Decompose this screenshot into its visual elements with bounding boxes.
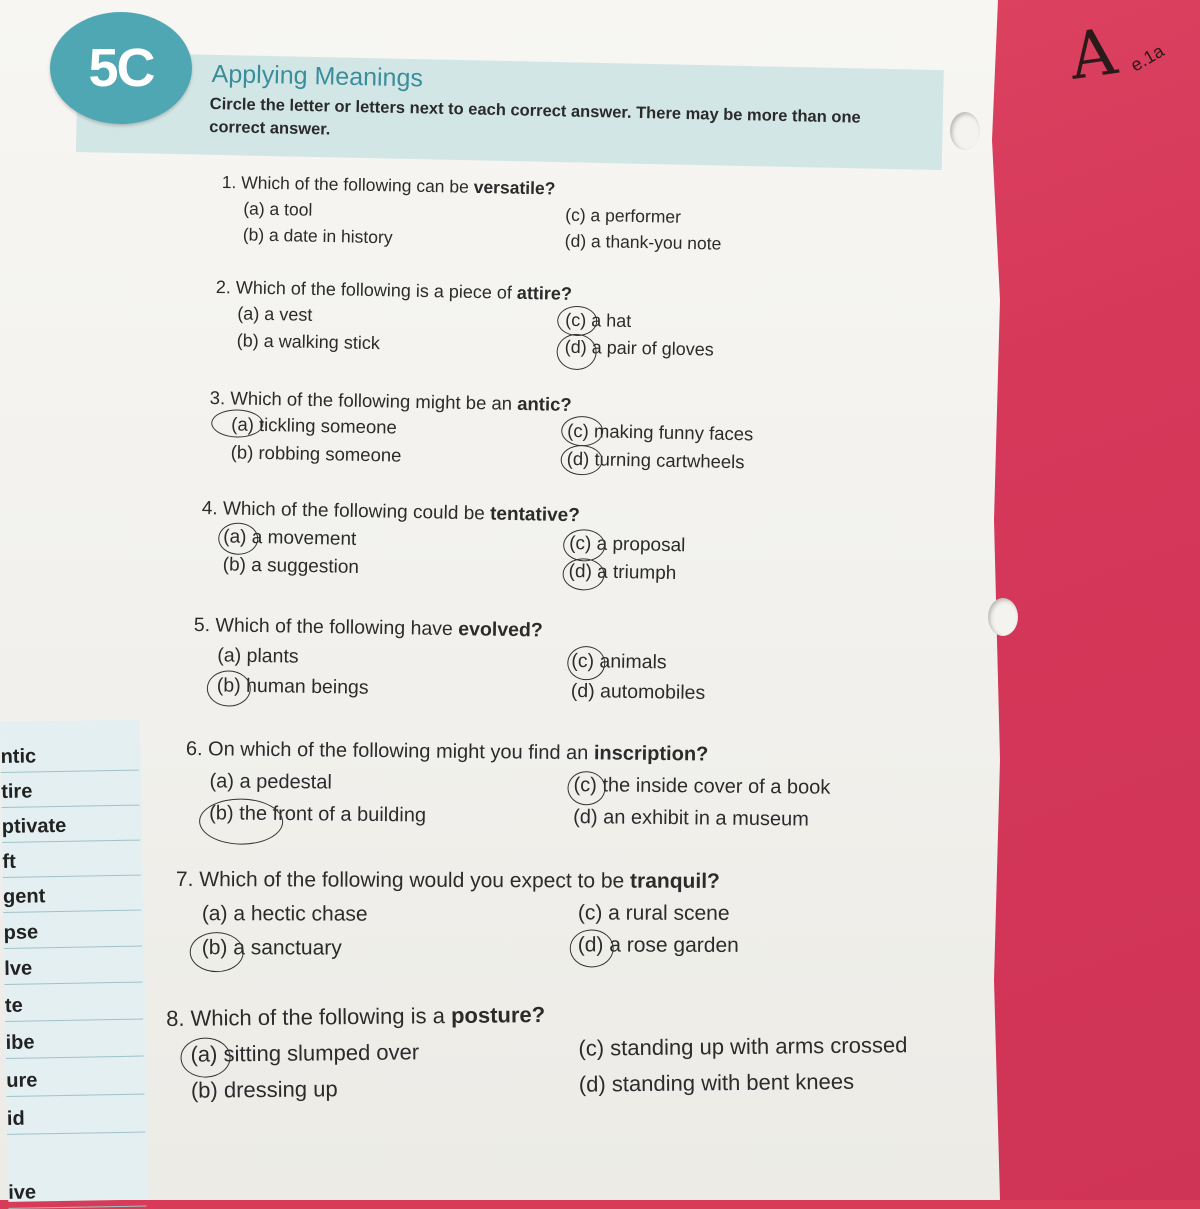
word-list-item: ibe	[5, 1026, 144, 1059]
question-keyword: antic?	[517, 392, 572, 415]
word-list-item: ft	[2, 845, 141, 878]
word-list-item: te	[5, 989, 144, 1022]
question-keyword: attire?	[516, 282, 573, 304]
word-list-item: ptivate	[2, 810, 141, 843]
option-d[interactable]: (d) a rose garden	[577, 933, 739, 957]
handwritten-note: e.1a	[1127, 40, 1168, 76]
instructions: Circle the letter or letters next to each correct answer. There may be more than one correct answer.	[209, 94, 861, 139]
option-c[interactable]: (c) a performer	[565, 204, 682, 227]
option-b[interactable]: (b) dressing up	[190, 1076, 338, 1103]
option-b[interactable]: (b) a sanctuary	[201, 936, 342, 960]
question-keyword: versatile?	[473, 176, 556, 199]
word-list-item: id	[7, 1102, 146, 1135]
option-d[interactable]: (d) a pair of gloves	[564, 336, 714, 360]
option-d[interactable]: (d) a thank-you note	[564, 230, 722, 254]
question-stem: 7. Which of the following would you expect to be tranquil?	[175, 868, 720, 893]
word-list-sidebar	[0, 720, 148, 1202]
question-stem: 1. Which of the following can be versatile?	[221, 172, 556, 199]
question-keyword: evolved?	[458, 618, 543, 642]
option-c[interactable]: (c) animals	[571, 649, 667, 674]
option-a[interactable]: (a) plants	[217, 644, 299, 668]
question-keyword: inscription?	[593, 742, 709, 766]
question-7	[175, 868, 739, 960]
word-list-item: lve	[4, 952, 143, 985]
option-a[interactable]: (a) a tool	[243, 198, 313, 220]
option-b[interactable]: (b) the front of a building	[209, 802, 427, 827]
punch-hole	[950, 112, 980, 150]
word-list-item: tire	[1, 775, 140, 808]
option-a[interactable]: (a) tickling someone	[231, 413, 398, 438]
question-8	[166, 1002, 908, 1103]
section-title: Applying Meanings	[211, 60, 424, 93]
question-stem: 3. Which of the following might be an antic?	[209, 387, 572, 415]
question-keyword: tentative?	[489, 503, 581, 527]
option-d[interactable]: (d) turning cartwheels	[566, 447, 745, 473]
option-a[interactable]: (a) a vest	[237, 303, 313, 325]
option-a[interactable]: (a) sitting slumped over	[190, 1039, 420, 1067]
option-d[interactable]: (d) an exhibit in a museum	[573, 806, 809, 831]
option-d[interactable]: (d) standing with bent knees	[578, 1068, 855, 1097]
word-list-item: gent	[3, 880, 142, 913]
option-a[interactable]: (a) a hectic chase	[201, 902, 368, 926]
option-c[interactable]: (c) the inside cover of a book	[573, 774, 831, 799]
question-stem: 2. Which of the following is a piece of attire?	[215, 277, 573, 304]
option-a[interactable]: (a) a movement	[223, 526, 357, 550]
option-b[interactable]: (b) a walking stick	[236, 330, 380, 354]
question-keyword: tranquil?	[630, 869, 720, 893]
option-b[interactable]: (b) a suggestion	[222, 554, 360, 579]
option-c[interactable]: (c) a rural scene	[577, 901, 730, 925]
option-c[interactable]: (c) standing up with arms crossed	[578, 1032, 908, 1061]
word-list-item: pse	[3, 916, 142, 949]
question-stem: 4. Which of the following could be tentative?	[201, 498, 581, 527]
option-c[interactable]: (c) a proposal	[568, 533, 686, 557]
option-a[interactable]: (a) a pedestal	[209, 770, 332, 794]
option-c[interactable]: (c) a hat	[565, 309, 632, 331]
question-stem: 6. On which of the following might you find an inscription?	[185, 738, 709, 766]
word-list-item: ure	[6, 1064, 145, 1097]
question-keyword: posture?	[450, 1002, 546, 1029]
option-b[interactable]: (b) a date in history	[242, 224, 393, 248]
punch-hole	[988, 598, 1018, 636]
option-d[interactable]: (d) automobiles	[570, 679, 706, 705]
section-badge: 5C	[50, 12, 192, 124]
word-list-item: ive	[8, 1176, 147, 1209]
word-list-item: ntic	[0, 740, 139, 773]
option-c[interactable]: (c) making funny faces	[567, 419, 754, 445]
option-d[interactable]: (d) a triumph	[568, 561, 677, 585]
option-b[interactable]: (b) human beings	[216, 674, 369, 699]
option-b[interactable]: (b) robbing someone	[230, 441, 402, 466]
handwritten-grade: A	[1065, 15, 1122, 95]
question-stem: 8. Which of the following is a posture?	[166, 1002, 546, 1031]
question-stem: 5. Which of the following have evolved?	[193, 614, 543, 642]
